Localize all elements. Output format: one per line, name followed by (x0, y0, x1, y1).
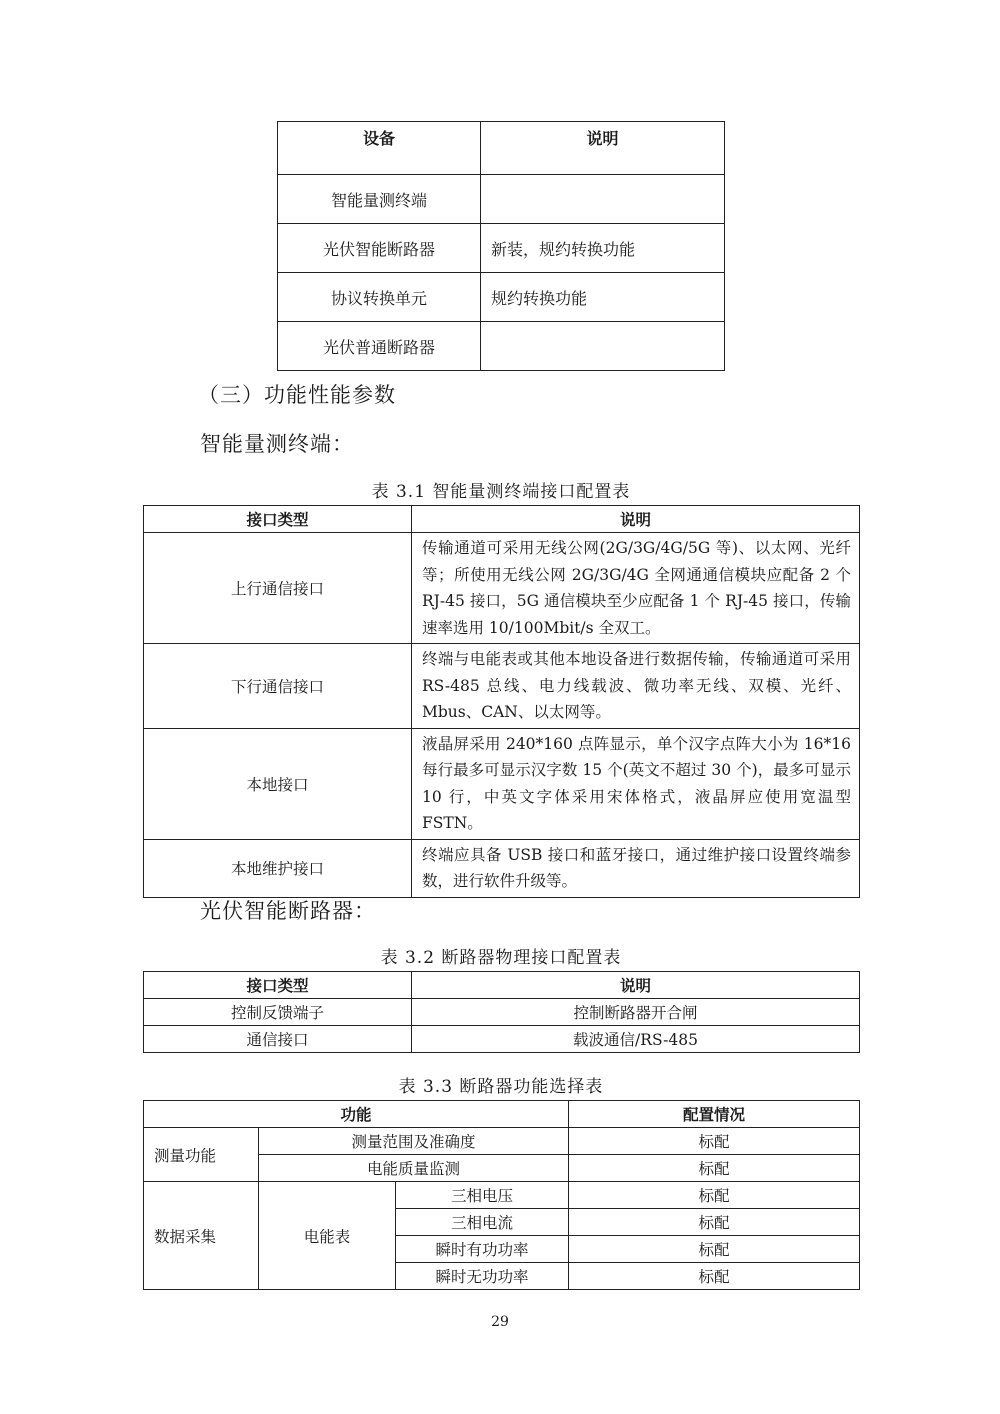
table-header-row (144, 506, 860, 533)
config-cell: 标配 (569, 1182, 860, 1209)
desc-cell: 终端应具备 USB 接口和蓝牙接口，通过维护接口设置终端参数，进行软件升级等。 (412, 839, 860, 897)
subsection-terminal: 智能量测终端： (200, 432, 354, 456)
table-row (144, 728, 860, 839)
function-cell: 电能质量监测 (259, 1155, 569, 1182)
desc-cell: 终端与电能表或其他本地设备进行数据传输，传输通道可采用 RS-485 总线、电力线载波、微功率无线、双模、光纤、Mbus、CAN、以太网等。 (412, 644, 860, 729)
device-table (277, 121, 725, 371)
header-function: 功能 (144, 1101, 569, 1128)
header-desc: 说明 (412, 506, 860, 533)
group-data-collection: 数据采集 (144, 1182, 259, 1290)
table-row (144, 533, 860, 644)
header-type: 接口类型 (144, 506, 412, 533)
config-cell: 标配 (569, 1236, 860, 1263)
table-row (144, 839, 860, 897)
table-row (144, 999, 860, 1026)
table-row (278, 322, 725, 371)
table-row (144, 1128, 860, 1155)
breaker-function-table (143, 1100, 860, 1290)
subgroup-meter: 电能表 (259, 1182, 396, 1290)
table-header-row (278, 122, 725, 175)
device-cell: 光伏智能断路器 (278, 224, 481, 273)
table-row (278, 175, 725, 224)
config-cell: 标配 (569, 1263, 860, 1290)
breaker-interface-table (143, 971, 860, 1053)
type-cell: 通信接口 (144, 1026, 412, 1053)
table-header-row (144, 1101, 860, 1128)
table-row (278, 273, 725, 322)
group-measurement: 测量功能 (144, 1128, 259, 1182)
table-row (144, 644, 860, 729)
terminal-interface-table (143, 505, 860, 898)
note-cell: 新装，规约转换功能 (481, 224, 725, 273)
device-cell: 协议转换单元 (278, 273, 481, 322)
desc-cell: 传输通道可采用无线公网(2G/3G/4G/5G 等)、以太网、光纤等；所使用无线公网 2G/3G/4G 全网通通信模块应配备 2 个 RJ-45 接口，5G 通信模块至少应配备 1 个 RJ-45 接口，传输速率选用 10/100Mbit/s 全双工。 (412, 533, 860, 644)
table-row (144, 1026, 860, 1053)
type-cell: 上行通信接口 (144, 533, 412, 644)
note-cell: 规约转换功能 (481, 273, 725, 322)
subsection-breaker: 光伏智能断路器： (200, 899, 376, 923)
config-cell: 标配 (569, 1209, 860, 1236)
header-device: 设备 (278, 122, 481, 175)
function-cell: 瞬时无功功率 (396, 1263, 569, 1290)
config-cell: 标配 (569, 1155, 860, 1182)
header-config: 配置情况 (569, 1101, 860, 1128)
table-row (278, 224, 725, 273)
table-caption-3-1: 表 3.1 智能量测终端接口配置表 (371, 482, 631, 502)
header-note: 说明 (481, 122, 725, 175)
function-cell: 测量范围及准确度 (259, 1128, 569, 1155)
header-desc: 说明 (412, 972, 860, 999)
table-row (144, 1182, 860, 1209)
function-cell: 瞬时有功功率 (396, 1236, 569, 1263)
type-cell: 下行通信接口 (144, 644, 412, 729)
type-cell: 本地维护接口 (144, 839, 412, 897)
type-cell: 控制反馈端子 (144, 999, 412, 1026)
device-cell: 光伏普通断路器 (278, 322, 481, 371)
desc-cell: 载波通信/RS-485 (412, 1026, 860, 1053)
table-header-row (144, 972, 860, 999)
page-number: 29 (491, 1314, 509, 1330)
header-type: 接口类型 (144, 972, 412, 999)
note-cell (481, 322, 725, 371)
config-cell: 标配 (569, 1128, 860, 1155)
desc-cell: 液晶屏采用 240*160 点阵显示，单个汉字点阵大小为 16*16 每行最多可显示汉字数 15 个(英文不超过 30 个)，最多可显示 10 行，中英文字体采用宋体格式，液晶屏应使用宽温型 FSTN。 (412, 728, 860, 839)
type-cell: 本地接口 (144, 728, 412, 839)
desc-cell: 控制断路器开合闸 (412, 999, 860, 1026)
table-caption-3-2: 表 3.2 断路器物理接口配置表 (380, 948, 622, 968)
note-cell (481, 175, 725, 224)
section-heading: （三）功能性能参数 (198, 383, 396, 407)
function-cell: 三相电流 (396, 1209, 569, 1236)
table-caption-3-3: 表 3.3 断路器功能选择表 (398, 1077, 604, 1097)
device-cell: 智能量测终端 (278, 175, 481, 224)
function-cell: 三相电压 (396, 1182, 569, 1209)
